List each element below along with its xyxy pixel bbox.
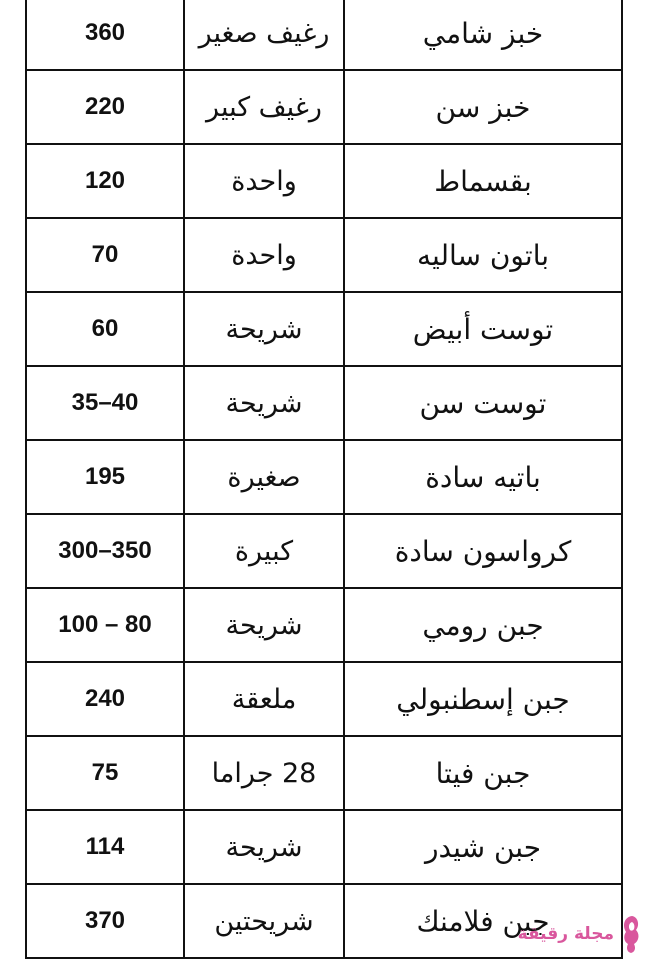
table-row: [26, 736, 622, 810]
unit-cell: واحدة: [184, 144, 344, 218]
calories-cell: 195: [26, 440, 184, 514]
table-row: [26, 588, 622, 662]
unit-cell: كبيرة: [184, 514, 344, 588]
food-name-cell: باتيه سادة: [344, 440, 622, 514]
calories-cell: 370: [26, 884, 184, 958]
unit-cell: رغيف صغير: [184, 0, 344, 70]
calories-cell: 60: [26, 292, 184, 366]
table-row: [26, 514, 622, 588]
woman-silhouette-icon: [618, 914, 644, 954]
table-row: [26, 810, 622, 884]
food-name-cell: كرواسون سادة: [344, 514, 622, 588]
food-name-cell: توست أبيض: [344, 292, 622, 366]
calories-cell: 220: [26, 70, 184, 144]
unit-cell: شريحة: [184, 292, 344, 366]
unit-cell: شريحة: [184, 366, 344, 440]
calories-cell: 100 – 80: [26, 588, 184, 662]
food-name-cell: خبز شامي: [344, 0, 622, 70]
unit-cell: شريحة: [184, 810, 344, 884]
calorie-table-container: [25, 0, 623, 959]
table-row: [26, 70, 622, 144]
table-body: [26, 0, 622, 958]
calories-cell: 240: [26, 662, 184, 736]
unit-cell: رغيف كبير: [184, 70, 344, 144]
unit-cell: صغيرة: [184, 440, 344, 514]
unit-cell: 28 جراما: [184, 736, 344, 810]
food-name-cell: بقسماط: [344, 144, 622, 218]
watermark-text: مجلة رقيقة: [517, 924, 614, 944]
calorie-table: [25, 0, 623, 959]
table-row: [26, 0, 622, 70]
food-name-cell: باتون ساليه: [344, 218, 622, 292]
calories-cell: 114: [26, 810, 184, 884]
food-name-cell: جبن فلامنك: [344, 884, 622, 958]
calories-cell: 300–350: [26, 514, 184, 588]
table-row: [26, 440, 622, 514]
food-name-cell: جبن إسطنبولي: [344, 662, 622, 736]
unit-cell: شريحتين: [184, 884, 344, 958]
table-row: [26, 366, 622, 440]
food-name-cell: خبز سن: [344, 70, 622, 144]
food-name-cell: جبن رومي: [344, 588, 622, 662]
food-name-cell: جبن فيتا: [344, 736, 622, 810]
table-row: [26, 218, 622, 292]
unit-cell: واحدة: [184, 218, 344, 292]
table-row: [26, 292, 622, 366]
calories-cell: 75: [26, 736, 184, 810]
unit-cell: شريحة: [184, 588, 344, 662]
calories-cell: 70: [26, 218, 184, 292]
magazine-watermark: [518, 914, 644, 954]
unit-cell: ملعقة: [184, 662, 344, 736]
table-row: [26, 144, 622, 218]
calories-cell: 35–40: [26, 366, 184, 440]
table-row: [26, 662, 622, 736]
calories-cell: 120: [26, 144, 184, 218]
calories-cell: 360: [26, 0, 184, 70]
food-name-cell: جبن شيدر: [344, 810, 622, 884]
food-name-cell: توست سن: [344, 366, 622, 440]
